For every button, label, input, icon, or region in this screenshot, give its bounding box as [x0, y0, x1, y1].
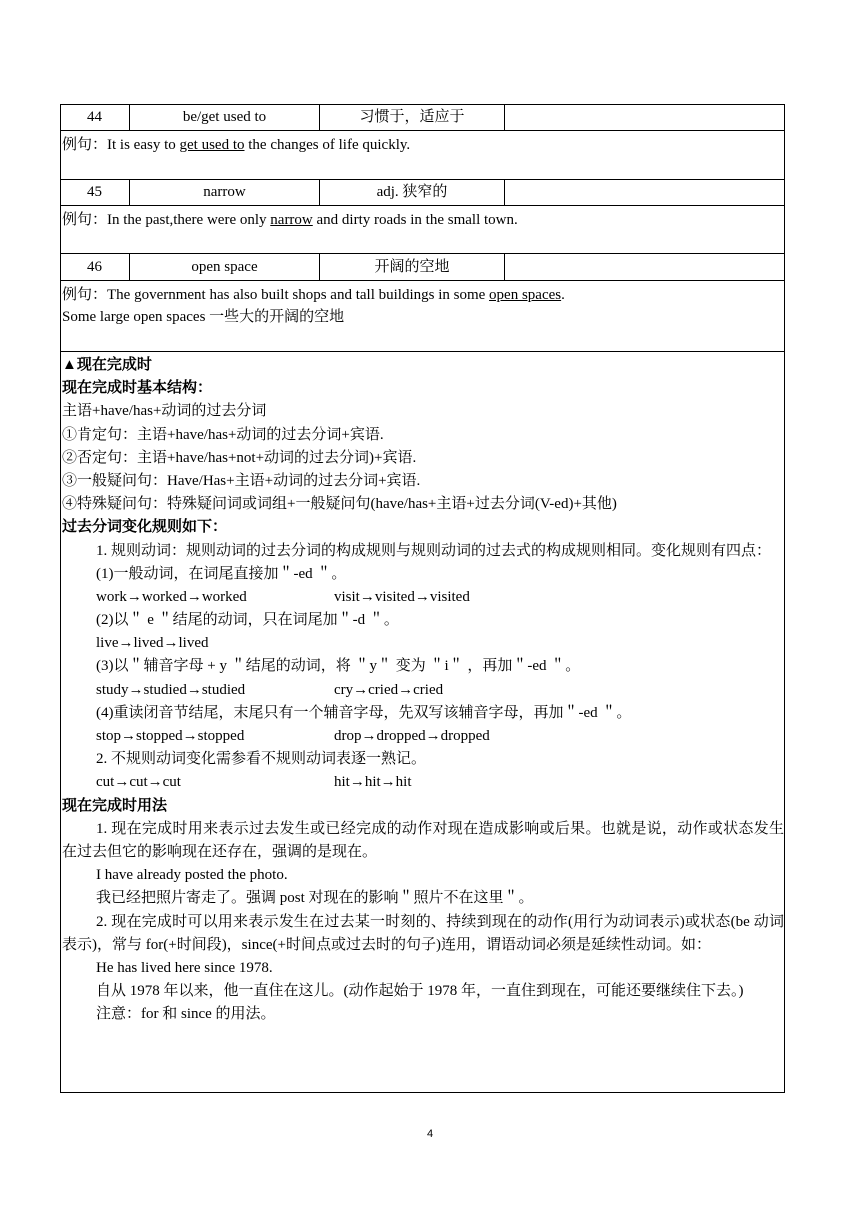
verb-example: visit→visited→visited [334, 588, 470, 605]
column-divider [504, 104, 505, 130]
example-text: 例句：In the past,there were only [62, 212, 271, 228]
column-divider [504, 179, 505, 205]
verb-example: work→worked→worked [96, 588, 247, 605]
structure-line: ②否定句：主语+have/has+not+动词的过去分词)+宾语. [62, 449, 417, 466]
grammar-section [62, 354, 784, 1027]
section-heading: ▲现在完成时 [62, 357, 152, 373]
usage-heading: 现在完成时用法 [62, 797, 168, 814]
example-line [62, 632, 784, 655]
example-keyword: narrow [270, 212, 313, 228]
rule-item: (3)以＂辅音字母 + y ＂结尾的动词，将 ＂y＂ 变为 ＂i＂ ，再加＂-ed ＂。 [96, 658, 581, 675]
example-keyword: open spaces [489, 287, 562, 303]
row-meaning: 习惯于，适应于 [359, 109, 465, 125]
example-text: . [561, 287, 565, 303]
usage-translation: 自从 1978 年以来，他一直住在这儿。(动作起始于 1978 年，一直住到现在，可能还要继续住下去。) [96, 983, 744, 1000]
verb-example: study→studied→studied [96, 681, 246, 698]
structure-line: ①肯定句：主语+have/has+动词的过去分词+宾语. [62, 426, 384, 443]
example-sentence [62, 284, 565, 306]
divider [60, 280, 785, 281]
example-sentence [62, 134, 410, 156]
usage-paragraph: 1. 现在完成时用来表示过去发生或已经完成的动作对现在造成影响或后果。也就是说，动作或状态发生在过去但它的影响现在还存在，强调的是现在。 [62, 820, 784, 860]
example-line [62, 771, 784, 794]
example-sentence [62, 209, 518, 231]
row-meaning: adj. 狭窄的 [376, 184, 448, 200]
row-phrase: open space [191, 259, 258, 275]
example-line [62, 725, 784, 748]
usage-example: He has lived here since 1978. [96, 959, 273, 976]
usage-example: I have already posted the photo. [96, 867, 288, 884]
row-phrase: be/get used to [182, 109, 267, 125]
example-text: 例句：It is easy to [62, 137, 180, 153]
row-number: 45 [87, 184, 102, 200]
usage-note: 注意：for 和 since 的用法。 [96, 1006, 276, 1023]
example-line [62, 586, 784, 609]
row-meaning: 开阔的空地 [374, 259, 450, 275]
rule-item: (2)以＂ e ＂结尾的动词，只在词尾加＂-d ＂。 [96, 612, 399, 629]
column-divider [504, 253, 505, 280]
verb-example: cry→cried→cried [334, 681, 444, 698]
rule-item: (1)一般动词，在词尾直接加＂-ed ＂。 [96, 565, 347, 582]
divider [60, 130, 785, 131]
structure-line: 主语+have/has+动词的过去分词 [62, 403, 267, 420]
usage-paragraph: 2. 现在完成时可以用来表示发生在过去某一时刻的、持续到现在的动作(用行为动词表示)或状态(be 动词表示)，常与 for(+时间段)，since(+时间点或过去时的句子)连用，谓语动词必须是延续性动词。如： [62, 913, 784, 953]
divider [60, 253, 785, 254]
verb-example: live→lived→lived [96, 635, 209, 652]
example-line [62, 679, 784, 702]
divider [60, 351, 785, 352]
page-number: 4 [426, 1128, 434, 1140]
verb-example: hit→hit→hit [334, 774, 412, 791]
rule-item: (4)重读闭音节结尾，末尾只有一个辅音字母，先双写该辅音字母，再加＂-ed ＂。 [96, 704, 632, 721]
verb-example: drop→dropped→dropped [334, 728, 490, 745]
example-text: and dirty roads in the small town. [312, 212, 518, 228]
usage-translation: 我已经把照片寄走了。强调 post 对现在的影响＂照片不在这里＂。 [96, 890, 534, 907]
row-number: 46 [87, 259, 102, 275]
structure-line: ③一般疑问句：Have/Has+主语+动词的过去分词+宾语. [62, 472, 421, 489]
example-keyword: get used to [179, 137, 245, 153]
structure-line: ④特殊疑问句：特殊疑问词或词组+一般疑问句(have/has+主语+过去分词(V-ed)+其他) [62, 496, 617, 513]
verb-example: stop→stopped→stopped [96, 728, 245, 745]
rule-item: 2. 不规则动词变化需参看不规则动词表逐一熟记。 [96, 751, 427, 768]
verb-example: cut→cut→cut [96, 774, 181, 791]
divider [60, 205, 785, 206]
example-text: 例句：The government has also built shops and tall buildings in some [62, 287, 490, 303]
structure-heading: 现在完成时基本结构： [62, 380, 213, 397]
participle-heading: 过去分词变化规则如下： [62, 519, 228, 536]
example-text: the changes of life quickly. [244, 137, 411, 153]
row-number: 44 [87, 109, 102, 125]
rule-paragraph: 1. 规则动词：规则动词的过去分词的构成规则与规则动词的过去式的构成规则相同。变化规则有四点： [96, 542, 772, 559]
row-phrase: narrow [203, 184, 246, 200]
example-note: Some large open spaces 一些大的开阔的空地 [62, 309, 345, 325]
